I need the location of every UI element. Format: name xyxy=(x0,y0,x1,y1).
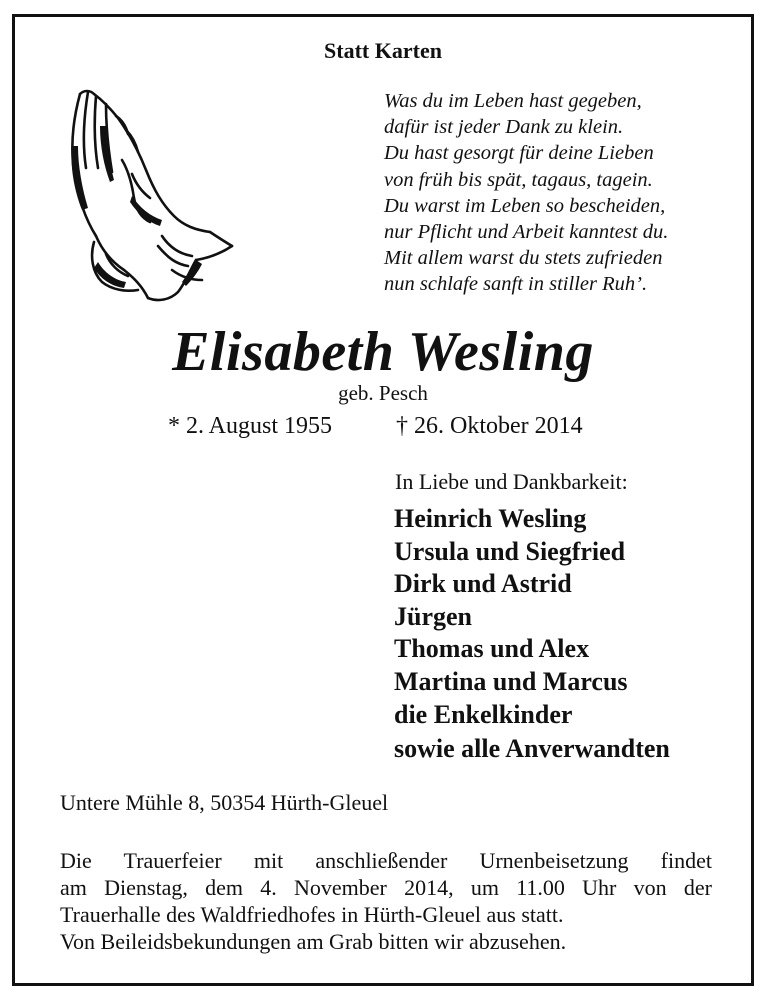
funeral-line: Von Beileidsbekundungen am Grab bitten wir abzusehen. xyxy=(60,929,567,954)
poem-line: nun schlafe sanft in stiller Ruh’. xyxy=(384,273,648,296)
funeral-line: am Dienstag, dem 4. November 2014, um 11.00 Uhr von der xyxy=(60,875,712,900)
poem-line: Du warst im Leben so bescheiden, xyxy=(384,194,666,217)
death-date: † 26. Oktober 2014 xyxy=(396,413,583,439)
praying-hands-icon xyxy=(62,86,242,308)
poem-line: nur Pflicht und Arbeit kanntest du. xyxy=(384,220,669,243)
poem xyxy=(384,88,668,298)
poem-line: Mit allem warst du stets zufrieden xyxy=(384,247,663,270)
family-address: Untere Mühle 8, 50354 Hürth-Gleuel xyxy=(60,790,389,815)
maiden-name: geb. Pesch xyxy=(338,381,428,405)
mourner-name: Jürgen xyxy=(394,601,472,631)
mourner-name: Martina und Marcus xyxy=(394,666,628,696)
poem-line: Was du im Leben hast gegeben, xyxy=(384,90,642,112)
mourner-name: die Enkelkinder xyxy=(394,699,573,729)
mourner-name: Thomas und Alex xyxy=(394,634,590,664)
mourner-name: Ursula und Siegfried xyxy=(394,536,626,566)
mourners-intro: In Liebe und Dankbarkeit: xyxy=(395,469,628,494)
funeral-details xyxy=(60,847,712,955)
poem-line: Du hast gesorgt für deine Lieben xyxy=(384,142,654,165)
mourner-name: Heinrich Wesling xyxy=(394,504,587,533)
funeral-line: Trauerhalle des Waldfriedhofes in Hürth-Gleuel aus statt. xyxy=(60,902,564,927)
mourner-name: sowie alle Anverwandten xyxy=(394,734,670,764)
mourners-list xyxy=(394,503,670,766)
poem-line: dafür ist jeder Dank zu klein. xyxy=(384,116,624,139)
mourner-name: Dirk und Astrid xyxy=(394,569,572,599)
poem-line: von früh bis spät, tagaus, tagein. xyxy=(384,168,653,191)
notice-heading: Statt Karten xyxy=(324,38,442,63)
funeral-line: Die Trauerfeier mit anschließender Urnenbeisetzung findet xyxy=(60,848,712,873)
deceased-name: Elisabeth Wesling xyxy=(172,321,594,383)
birth-date: * 2. August 1955 xyxy=(168,413,333,439)
